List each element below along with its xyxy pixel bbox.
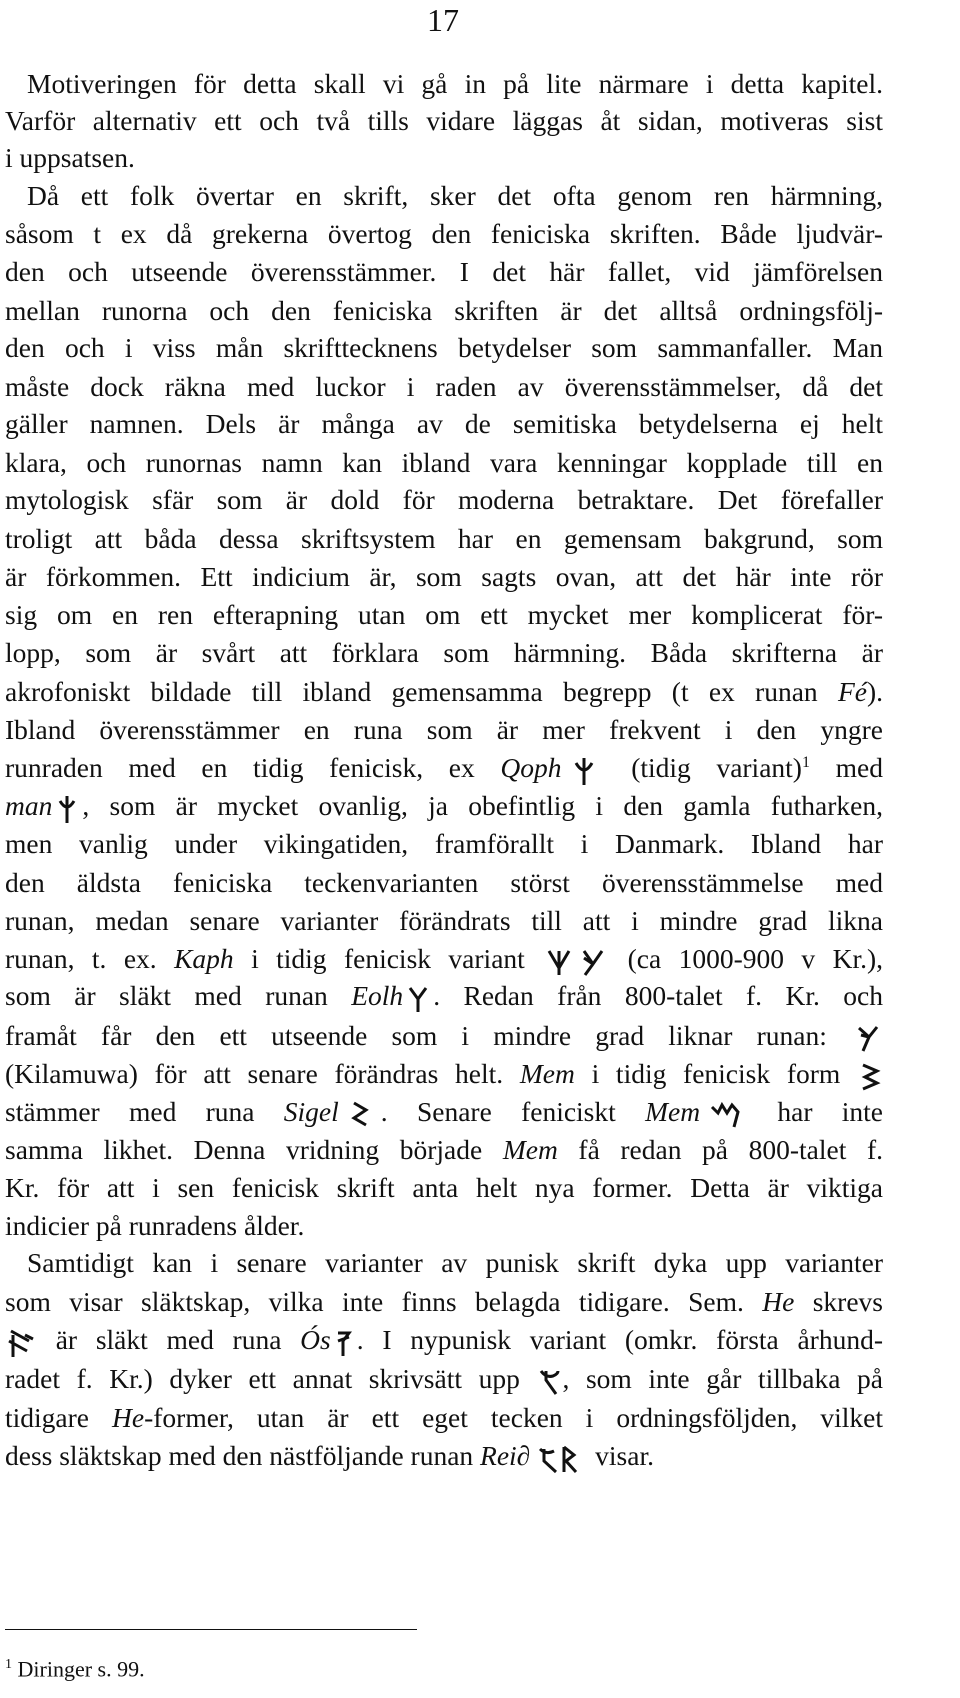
text-run: är förkommen. Ett indicium är, som sagts ovan, att det här inte rör (5, 561, 883, 592)
text-run: . Redan från 800-talet f. Kr. och (433, 980, 883, 1011)
italic-term: He (112, 1402, 145, 1433)
text-line (5, 712, 883, 748)
text-run: -former, utan är ett eget tecken i ordningsföljden, vilket (144, 1402, 883, 1433)
text-run: ). (866, 676, 883, 707)
text-run: troligt att båda dessa skriftsystem har en gemensam bakgrund, som (5, 523, 883, 554)
text-line (5, 178, 883, 214)
text-line (5, 597, 883, 633)
text-run: dess släktskap med den nästföljande runan (5, 1440, 481, 1471)
text-line (5, 1284, 883, 1320)
text-line (5, 216, 883, 252)
text-run: den och i viss mån skrifttecknens betydelser som sammanfaller. Man (5, 332, 883, 363)
text-run: men vanlig under vikingatiden, framförallt i Danmark. Ibland har (5, 828, 883, 859)
text-line (5, 406, 883, 442)
text-line (5, 1400, 883, 1436)
text-line (5, 1018, 883, 1055)
footnote-rule (5, 1629, 417, 1630)
text-run: (tidig variant) (605, 752, 802, 783)
text-run: akrofoniskt bildade till ibland gemensamma begrepp (t ex runan (5, 676, 838, 707)
text-run: med (809, 752, 883, 783)
text-line (5, 1245, 883, 1281)
text-run: såsom t ex då grekerna övertog den feniciska skriften. Både ljudvär- (5, 218, 883, 249)
text-line (5, 445, 883, 481)
text-run: mytologisk sfär som är dold för moderna betraktare. Det förefaller (5, 484, 883, 515)
kaph3-glyph-icon (851, 1023, 883, 1055)
text-line (5, 1322, 883, 1359)
text-run: Samtidigt kan i senare varianter av punisk skrift dyka upp varianter (27, 1247, 883, 1278)
text-line (5, 559, 883, 595)
text-run: runan, t. ex. (5, 943, 175, 974)
text-run: Ibland överensstämmer en runa som är mer frekvent i den yngre (5, 714, 883, 745)
text-run: få redan på 800-talet f. (557, 1134, 883, 1165)
text-line (5, 369, 883, 405)
text-run: är släkt med runa (37, 1324, 301, 1355)
italic-term: Ós (300, 1324, 331, 1355)
text-run: som visar släktskap, vilka inte finns belagda tidigare. Sem. (5, 1286, 763, 1317)
text-run: har inte (748, 1096, 884, 1127)
text-run: i tidig fenicisk variant (233, 943, 543, 974)
text-line (5, 140, 883, 176)
text-line (5, 788, 883, 825)
text-run: i tidig fenicisk form (574, 1058, 857, 1089)
italic-term: Mem (519, 1058, 575, 1089)
text-line (5, 903, 883, 939)
text-run: stämmer med runa (5, 1096, 284, 1127)
text-line (5, 826, 883, 862)
text-run: sig om en ren efterapning utan om ett mycket mer komplicerat för- (5, 599, 883, 630)
text-run: i uppsatsen. (5, 142, 135, 173)
footnote-mark: 1 (5, 1657, 12, 1672)
text-run: Kr. för att i sen fenicisk skrift anta helt nya former. Detta är viktiga (5, 1172, 883, 1203)
text-line (5, 635, 883, 671)
text-run: tidigare (5, 1402, 113, 1433)
text-line (5, 941, 883, 978)
italic-term: Kaph (174, 943, 234, 974)
page-number: 17 (427, 2, 459, 38)
text-run: den äldsta feniciska teckenvarianten störst överensstämmelse med (5, 867, 883, 898)
text-run: samma likhet. Denna vridning började (5, 1134, 503, 1165)
text-line (5, 66, 883, 102)
italic-term: man (5, 790, 53, 821)
italic-term: Qoph (500, 752, 562, 783)
italic-term: Fé (837, 676, 867, 707)
text-line (5, 1170, 883, 1206)
text-run: runraden med en tidig fenicisk, ex (5, 752, 501, 783)
text-run: framåt får den ett utseende som i mindre grad liknar runan: (5, 1020, 851, 1051)
text-line (5, 865, 883, 901)
text-line (5, 103, 883, 139)
text-run: indicier på runradens ålder. (5, 1210, 305, 1241)
text-line (5, 1361, 883, 1398)
footnote-text: Diringer s. 99. (17, 1656, 145, 1682)
italic-term: Mem (645, 1096, 701, 1127)
italic-term: Rei∂ (480, 1440, 531, 1471)
text-line (5, 254, 883, 290)
eolh-glyph-icon (403, 983, 433, 1015)
text-run: , som är mycket ovanlig, ja obefintlig i den gamla futharken, (82, 790, 883, 821)
text-line (5, 750, 883, 787)
kaph2-glyph-icon (576, 946, 610, 978)
text-run: gäller namnen. Dels är många av de semitiska betydelserna ej helt (5, 408, 883, 439)
text-line (5, 1132, 883, 1168)
italic-term: Sigel (283, 1096, 339, 1127)
text-run: Då ett folk övertar en skrift, sker det ofta genom ren härmning, (27, 180, 883, 211)
text-run: , som inte går tillbaka på (562, 1363, 883, 1394)
text-run: lopp, som är svårt att förklara som härmning. Båda skrifterna är (5, 637, 883, 668)
text-run: (ca 1000-900 v Kr.), (610, 943, 883, 974)
text-run: . Senare feniciskt (380, 1096, 646, 1127)
footnote-ref: 1 (801, 753, 810, 771)
text-run: måste dock räkna med luckor i raden av överensstämmelser, då det (5, 371, 883, 402)
text-run: skrevs (794, 1286, 883, 1317)
mem1-glyph-icon (857, 1061, 883, 1093)
text-run: den och utseende överensstämmer. I det här fallet, vid jämförelsen (5, 256, 883, 287)
text-line (5, 978, 883, 1015)
sigel-glyph-icon (339, 1099, 381, 1131)
text-line (5, 1056, 883, 1093)
text-run: Motiveringen för detta skall vi gå in på lite närmare i detta kapitel. (27, 68, 883, 99)
text-line (5, 1208, 883, 1244)
text-line (5, 482, 883, 518)
qoph-glyph-icon (562, 755, 606, 787)
kaph1-glyph-icon (542, 946, 576, 978)
he2-glyph-icon (536, 1366, 562, 1398)
text-line (5, 521, 883, 557)
text-run: runan, medan senare varianter förändrats till att i mindre grad likna (5, 905, 883, 936)
reid-glyph-icon (530, 1443, 588, 1475)
he-glyph-icon (5, 1327, 37, 1359)
text-line (5, 330, 883, 366)
os-glyph-icon (331, 1327, 357, 1359)
text-line (5, 1094, 883, 1131)
man-glyph-icon (52, 793, 82, 825)
text-run: Varför alternativ ett och två tills vidare läggas åt sidan, motiveras sist (5, 105, 883, 136)
text-line (5, 293, 883, 329)
italic-term: Eolh (351, 980, 404, 1011)
text-run: radet f. Kr.) dyker ett annat skrivsätt upp (5, 1363, 537, 1394)
italic-term: Mem (502, 1134, 558, 1165)
mem2-glyph-icon (700, 1099, 748, 1131)
italic-term: He (762, 1286, 795, 1317)
text-run: klara, och runornas namn kan ibland vara kenningar kopplade till en (5, 447, 883, 478)
text-run: visar. (588, 1440, 654, 1471)
text-run: som är släkt med runan (5, 980, 352, 1011)
text-line (5, 1438, 883, 1475)
text-line (5, 674, 883, 710)
text-run: (Kilamuwa) för att senare förändras helt. (5, 1058, 520, 1089)
footnote (5, 1650, 145, 1684)
text-run: . I nypunisk variant (omkr. första århund- (356, 1324, 883, 1355)
text-run: mellan runorna och den feniciska skriften är det alltså ordningsfölj- (5, 295, 883, 326)
